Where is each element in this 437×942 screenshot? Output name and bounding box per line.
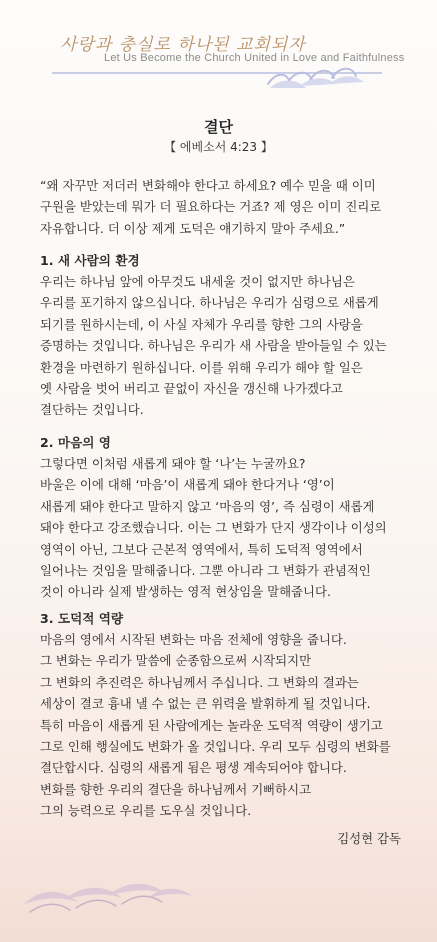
wave-ornament-icon — [260, 62, 370, 96]
sermon-title: 결단 — [204, 118, 233, 136]
section-2-heading-wrap — [40, 432, 410, 453]
section-3-heading-wrap — [40, 608, 410, 629]
header — [0, 0, 437, 110]
scripture-reference: 【 에베소서 4:23 】 — [164, 140, 273, 154]
slogan-english: Let Us Become the Church United in Love and Faithfulness — [104, 52, 405, 64]
author-signature: 김성현 감독 — [337, 831, 401, 846]
section-2-body: 그렇다면 이처럼 새롭게 돼야 할 ‘나’는 누굴까요? 바울은 이에 대해 ‘마음’이 새롭게 돼야 한다거나 ‘영’이 새롭게 돼야 한다고 말하지 않고 ‘마음의 영’, 즉 심령이 새롭게 돼야 한다고 강조했습니다. 이는 그 변화가 단지 생각이나 이성의 영역이 아닌, 그보다 근본적 영역에서, 특히 도덕적 영역에서 일어나는 것임을 말해줍니다. 그뿐 아니라 그 변화가 관념적인 것이 아니라 실제 발생하는 영적 현상임을 말해줍니다. — [40, 456, 387, 600]
section-2-heading: 2. 마음의 영 — [40, 435, 111, 450]
section-1-body: 우리는 하나님 앞에 아무것도 내세울 것이 없지만 하나님은 우리를 포기하지 않으십니다. 하나님은 우리가 심령으로 새롭게 되기를 원하시는데, 이 사실 자체가 우리를 향한 그의 사랑을 증명하는 것입니다. 하나님은 우리가 새 사람을 받아들일 수 있는 환경을 마련하기 원하십니다. 이를 위해 우리가 해야 할 일은 옛 사람을 벗어 버리고 끝없이 자신을 갱신해 나가겠다고 결단하는 것입니다. — [40, 274, 387, 418]
section-1-heading-wrap — [40, 250, 410, 271]
section-3-heading: 3. 도덕적 역량 — [40, 611, 124, 626]
intro-quote: “왜 자꾸만 저더러 변화해야 한다고 하세요? 예수 믿을 때 이미 구원을 받았는데 뭐가 더 필요하다는 거죠? 제 영은 이미 진리로 자유합니다. 더 이상 제게 도덕은 얘기하지 말아 주세요.” — [40, 178, 382, 236]
wave-ornament-footer-icon — [18, 868, 198, 924]
section-3-body: 마음의 영에서 시작된 변화는 마음 전체에 영향을 줍니다. 그 변화는 우리가 말씀에 순종함으로써 시작되지만 그 변화의 추진력은 하나님께서 주십니다. 그 변화의 결과는 세상이 결코 흉내 낼 수 없는 큰 위력을 발휘하게 될 것입니다. 특히 마음이 새롭게 된 사람에게는 놀라운 도덕적 역량이 생기고 그로 인해 행실에도 변화가 올 것입니다. 우리 모두 심령의 변화를 결단합시다. 심령의 새롭게 됨은 평생 계속되어야 합니다. 변화를 향한 우리의 결단을 하나님께서 기뻐하시고 그의 능력으로 우리를 도우실 것입니다. — [40, 632, 391, 819]
slogan-korean: 사랑과 충실로 하나된 교회되자 — [60, 35, 306, 55]
section-1-heading: 1. 새 사람의 환경 — [40, 253, 140, 268]
